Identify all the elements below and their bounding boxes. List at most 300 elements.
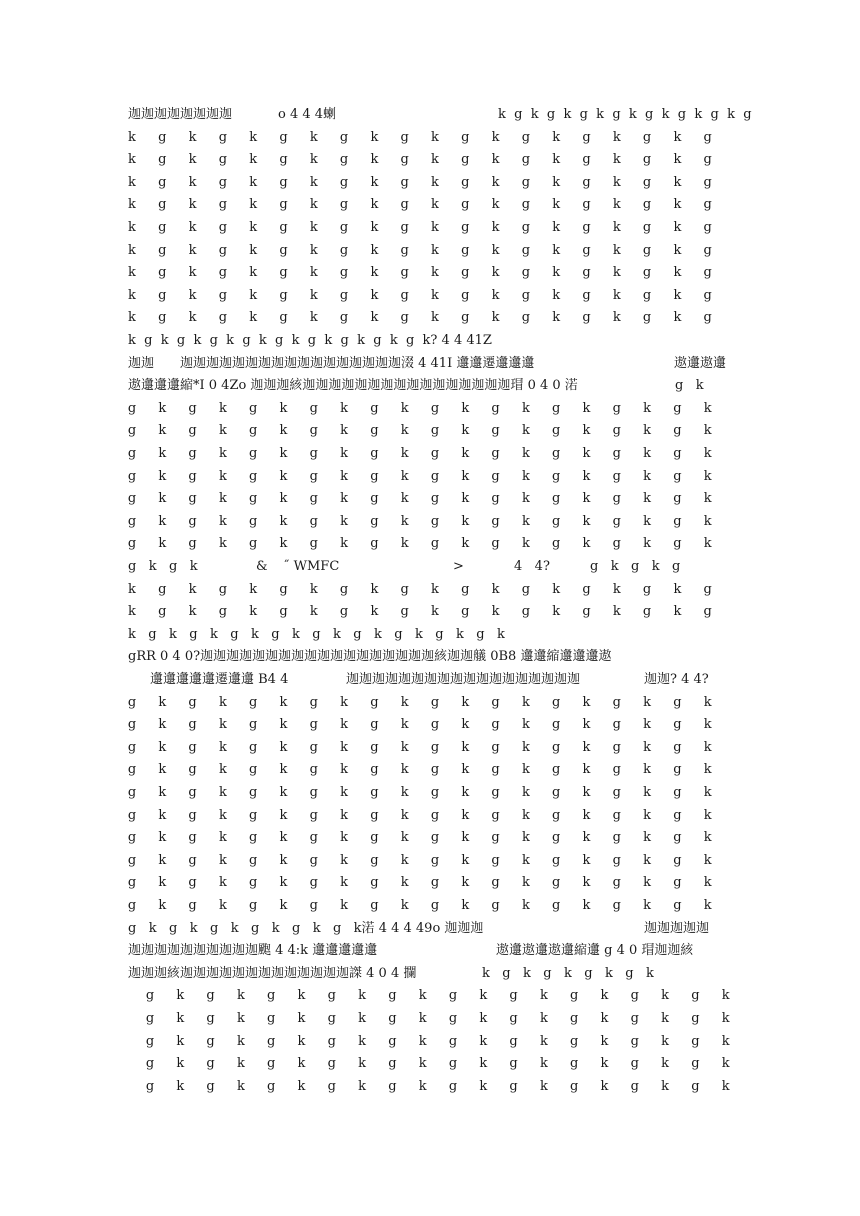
glyph: g (703, 287, 712, 303)
glyph: k (521, 875, 530, 891)
glyph: g (218, 604, 228, 620)
glyph: k (461, 468, 470, 484)
glyph: k (370, 287, 379, 303)
glyph: g (218, 129, 228, 145)
glyph: g (448, 1011, 458, 1026)
glyph: g (570, 1056, 579, 1072)
glyph: g (158, 152, 167, 168)
glyph: g (127, 807, 137, 823)
glyph: g (339, 129, 349, 145)
glyph: g (509, 1011, 518, 1026)
kg-grid-line (0, 467, 860, 487)
glyph: k (521, 898, 530, 913)
glyph: k (552, 265, 561, 281)
glyph: k (158, 446, 167, 461)
glyph: g (218, 174, 228, 190)
glyph: g (400, 310, 409, 326)
glyph: g (691, 988, 700, 1004)
glyph: g (612, 717, 621, 733)
glyph: k (479, 1056, 488, 1072)
glyph: g (582, 310, 591, 326)
glyph: k (218, 423, 227, 439)
glyph: g (612, 446, 621, 461)
glyph: k (461, 830, 470, 846)
glyph: k (400, 807, 409, 823)
glyph: k (279, 717, 288, 733)
glyph: k (521, 536, 530, 552)
glyph: g (673, 852, 682, 868)
glyph: k (661, 1056, 670, 1072)
glyph: k (188, 174, 197, 190)
glyph: k (188, 310, 197, 326)
glyph: g (188, 898, 197, 913)
text-segment: 遨邍遨邍遨邍縮邍 g 4 0 瑁迦迦絯 (496, 943, 694, 959)
glyph: g (188, 468, 197, 484)
glyph: k (249, 604, 258, 620)
kg-grid-line (0, 738, 860, 758)
glyph: g (521, 152, 531, 168)
glyph: g (612, 898, 621, 913)
glyph: k (188, 197, 197, 213)
glyph: k (643, 694, 652, 710)
glyph: k (158, 423, 167, 439)
glyph: g (673, 694, 682, 710)
glyph: g (267, 1011, 276, 1026)
glyph: k (340, 739, 349, 755)
glyph: k (612, 242, 621, 258)
glyph: g (206, 1011, 215, 1026)
glyph: k (552, 197, 561, 213)
glyph: g (582, 174, 591, 190)
glyph: k (188, 152, 197, 168)
glyph: g (309, 400, 318, 416)
text-segment: g k g k g k g k g k g k渃 4 4 4 49o 迦迦迦 (128, 920, 484, 936)
glyph: g (582, 287, 591, 303)
glyph: k (370, 197, 379, 213)
glyph: k (673, 152, 682, 168)
glyph: g (430, 875, 440, 891)
glyph: g (491, 852, 500, 868)
glyph: g (188, 491, 197, 507)
glyph: k (721, 1056, 730, 1072)
glyph: g (673, 898, 682, 913)
glyph: k (370, 129, 379, 145)
glyph: g (127, 785, 137, 800)
text-segment: 迦迦迦迦迦 (644, 920, 710, 936)
glyph: k (431, 581, 439, 597)
text-segment: 迦迦迦絯迦迦迦迦迦迦迦迦迦迦迦迦迦謋 4 0 4 攔 (128, 965, 417, 981)
glyph: g (249, 762, 258, 778)
glyph: k (309, 581, 318, 597)
kg-grid-line (0, 489, 860, 509)
glyph: k (491, 242, 500, 258)
glyph: g (521, 581, 531, 597)
glyph: g (309, 898, 318, 913)
glyph: k (249, 265, 258, 281)
glyph: g (461, 129, 470, 145)
glyph: k (188, 604, 197, 620)
glyph: g (612, 468, 621, 484)
glyph: k (703, 785, 712, 800)
glyph: g (339, 242, 349, 258)
glyph: g (370, 875, 379, 891)
glyph: k (358, 1078, 367, 1094)
glyph: g (491, 762, 500, 778)
glyph: k (661, 988, 670, 1004)
glyph: g (521, 197, 531, 213)
glyph: g (642, 581, 652, 597)
glyph: g (509, 1056, 518, 1072)
glyph: k (552, 287, 561, 303)
glyph: k (661, 1011, 670, 1026)
glyph: k (461, 423, 470, 439)
glyph: k (128, 310, 136, 326)
glyph: g (691, 1078, 700, 1094)
kg-grid-line (0, 715, 860, 735)
glyph: k (218, 830, 227, 846)
glyph: g (552, 898, 561, 913)
glyph: g (279, 604, 288, 620)
glyph: k (188, 242, 197, 258)
glyph: k (582, 807, 591, 823)
glyph: g (206, 988, 215, 1004)
kg-grid-line (0, 1054, 860, 1074)
glyph: k (521, 513, 530, 529)
glyph: k (721, 1011, 730, 1026)
glyph: k (582, 898, 591, 913)
glyph: g (582, 581, 591, 597)
glyph: g (430, 536, 440, 552)
glyph: k (279, 739, 288, 755)
glyph: g (552, 491, 561, 507)
glyph: k (400, 423, 409, 439)
glyph: k (539, 1033, 548, 1049)
glyph: k (491, 220, 500, 235)
glyph: k (643, 400, 652, 416)
glyph: k (521, 785, 530, 800)
glyph: k (128, 581, 136, 597)
glyph: g (327, 1011, 336, 1026)
glyph: k (370, 604, 379, 620)
glyph: k (461, 739, 470, 755)
glyph: k (582, 513, 591, 529)
glyph: k (552, 174, 561, 190)
glyph: k (358, 1056, 367, 1072)
glyph: g (309, 785, 318, 800)
glyph: g (249, 852, 258, 868)
glyph: k (600, 1056, 609, 1072)
glyph: k (539, 1078, 548, 1094)
kg-grid-line (0, 828, 860, 848)
glyph: k (703, 423, 712, 439)
glyph: g (612, 852, 621, 868)
glyph: g (673, 423, 682, 439)
glyph: g (388, 1033, 397, 1049)
glyph: k (400, 717, 409, 733)
glyph: g (582, 220, 591, 235)
glyph: k (158, 739, 167, 755)
glyph: g (400, 152, 409, 168)
glyph: k (582, 830, 591, 846)
text-segment: 遨邍遨邍 (674, 355, 727, 371)
glyph: k (600, 988, 609, 1004)
glyph: k (128, 152, 136, 168)
glyph: g (612, 785, 621, 800)
glyph: k (491, 581, 500, 597)
glyph: g (249, 717, 258, 733)
glyph: k (400, 739, 409, 755)
glyph: k (340, 400, 349, 416)
kg-grid-line (0, 986, 860, 1006)
glyph: k (612, 174, 621, 190)
glyph: k (128, 197, 136, 213)
text-segment: > (453, 559, 464, 574)
glyph: g (630, 1011, 639, 1026)
glyph: g (309, 830, 318, 846)
glyph: g (145, 988, 155, 1004)
glyph: k (431, 310, 439, 326)
glyph: k (218, 694, 227, 710)
text-segment: 遨邍邍邍縮*I 0 4Zo 迦迦迦絯迦迦迦迦迦迦迦迦迦迦迦迦迦迦迦迦瑁 0 4 0 渃 (128, 378, 578, 394)
kg-grid-line (0, 512, 860, 532)
kg-grid-line (0, 195, 860, 215)
glyph: k (491, 604, 500, 620)
glyph: k (128, 265, 136, 281)
glyph: g (188, 875, 197, 891)
glyph: g (327, 1078, 336, 1094)
glyph: g (327, 1033, 336, 1049)
glyph: g (642, 129, 652, 145)
glyph: g (582, 129, 591, 145)
glyph: k (661, 1033, 670, 1049)
kg-grid-line (0, 128, 860, 148)
glyph: k (340, 423, 349, 439)
glyph: k (673, 242, 682, 258)
glyph: g (430, 739, 440, 755)
glyph: g (218, 152, 228, 168)
glyph: g (673, 491, 682, 507)
glyph: g (188, 423, 197, 439)
glyph: g (673, 830, 682, 846)
glyph: k (400, 400, 409, 416)
glyph: k (128, 174, 136, 190)
glyph: k (491, 152, 500, 168)
text-line (0, 941, 860, 961)
glyph: k (218, 513, 227, 529)
glyph: k (491, 174, 500, 190)
glyph: k (643, 762, 652, 778)
text-segment: k g k g k g k g k g k g k g k g k g k? 4 4 41Z (128, 333, 492, 348)
glyph: g (249, 423, 258, 439)
glyph: k (461, 400, 470, 416)
glyph: k (521, 762, 530, 778)
kg-grid-line (0, 308, 860, 328)
glyph: k (218, 491, 227, 507)
glyph: g (279, 310, 288, 326)
glyph: k (400, 468, 409, 484)
glyph: k (673, 310, 682, 326)
glyph: k (582, 694, 591, 710)
glyph: g (673, 762, 682, 778)
glyph: g (703, 174, 712, 190)
kg-grid-line (0, 851, 860, 871)
glyph: k (188, 287, 197, 303)
glyph: g (570, 1011, 579, 1026)
text-segment: o 4 4 4蝲 (278, 107, 337, 122)
glyph: g (127, 400, 137, 416)
glyph: k (158, 717, 167, 733)
text-segment: 迦迦 (128, 355, 155, 371)
kg-grid-line (0, 444, 860, 464)
glyph: g (491, 423, 500, 439)
glyph: g (430, 807, 440, 823)
glyph: k (158, 807, 167, 823)
glyph: k (703, 536, 712, 552)
glyph: g (400, 129, 409, 145)
glyph: g (630, 1056, 639, 1072)
glyph: g (703, 152, 712, 168)
glyph: k (309, 265, 318, 281)
glyph: g (188, 400, 197, 416)
glyph: k (128, 242, 136, 258)
glyph: g (370, 536, 379, 552)
glyph: k (431, 152, 439, 168)
glyph: k (461, 513, 470, 529)
glyph: k (279, 852, 288, 868)
glyph: g (521, 129, 531, 145)
glyph: k (279, 468, 288, 484)
glyph: k (643, 739, 652, 755)
glyph: k (431, 287, 439, 303)
glyph: g (430, 852, 440, 868)
glyph: k (600, 1011, 609, 1026)
glyph: k (297, 1011, 306, 1026)
glyph: g (188, 762, 197, 778)
glyph: k (236, 1011, 245, 1026)
glyph: k (370, 152, 379, 168)
glyph: g (642, 220, 652, 235)
text-line (0, 331, 860, 351)
text-segment: k g k g k g k g k (482, 965, 654, 981)
glyph: g (370, 446, 379, 461)
glyph: k (643, 898, 652, 913)
glyph: k (188, 220, 197, 235)
glyph: k (479, 988, 488, 1004)
glyph: k (188, 129, 197, 145)
glyph: g (249, 536, 258, 552)
glyph: k (279, 400, 288, 416)
glyph: k (176, 1033, 185, 1049)
glyph: g (327, 988, 336, 1004)
glyph: k (309, 197, 318, 213)
glyph: g (400, 604, 409, 620)
glyph: g (691, 1033, 700, 1049)
glyph: g (218, 265, 228, 281)
glyph: k (643, 423, 652, 439)
glyph: k (249, 129, 258, 145)
glyph: k (400, 491, 409, 507)
glyph: k (582, 400, 591, 416)
glyph: k (703, 694, 712, 710)
glyph: k (673, 174, 682, 190)
glyph: k (703, 717, 712, 733)
glyph: g (400, 581, 409, 597)
glyph: g (630, 1033, 639, 1049)
glyph: g (370, 807, 379, 823)
text-segment: ˝ WMFC (283, 559, 340, 574)
glyph: g (582, 242, 591, 258)
glyph: k (418, 1056, 427, 1072)
glyph: g (430, 717, 440, 733)
glyph: g (509, 1033, 518, 1049)
glyph: g (430, 423, 440, 439)
glyph: g (309, 852, 318, 868)
kg-grid-line (0, 399, 860, 419)
glyph: k (673, 197, 682, 213)
glyph: g (188, 446, 197, 461)
glyph: g (552, 513, 561, 529)
glyph: k (582, 852, 591, 868)
glyph: g (279, 287, 288, 303)
glyph: k (431, 604, 439, 620)
glyph: g (388, 988, 397, 1004)
glyph: g (309, 423, 318, 439)
glyph: g (188, 739, 197, 755)
glyph: g (188, 513, 197, 529)
glyph: k (582, 785, 591, 800)
text-segment: k g k g k g k g k g k g k g k g k g k (128, 626, 505, 642)
glyph: k (297, 1078, 306, 1094)
glyph: g (158, 174, 167, 190)
glyph: g (703, 310, 712, 326)
glyph: k (218, 468, 227, 484)
glyph: g (339, 220, 349, 235)
glyph: g (509, 988, 518, 1004)
glyph: k (552, 604, 561, 620)
glyph: g (249, 694, 258, 710)
glyph: k (643, 852, 652, 868)
glyph: k (309, 242, 318, 258)
glyph: k (461, 807, 470, 823)
glyph: g (570, 1033, 579, 1049)
glyph: g (521, 287, 531, 303)
glyph: g (552, 785, 561, 800)
glyph: g (339, 581, 349, 597)
glyph: k (218, 717, 227, 733)
glyph: g (188, 830, 197, 846)
glyph: k (721, 1033, 730, 1049)
glyph: k (461, 785, 470, 800)
glyph: g (249, 513, 258, 529)
glyph: k (582, 446, 591, 461)
glyph: k (612, 197, 621, 213)
glyph: k (188, 265, 197, 281)
glyph: k (297, 1033, 306, 1049)
glyph: g (430, 468, 440, 484)
glyph: g (430, 762, 440, 778)
glyph: k (582, 468, 591, 484)
glyph: k (703, 446, 712, 461)
glyph: g (612, 513, 621, 529)
glyph: k (612, 581, 621, 597)
glyph: k (539, 1011, 548, 1026)
glyph: k (340, 807, 349, 823)
glyph: g (703, 604, 712, 620)
glyph: k (612, 310, 621, 326)
glyph: k (158, 536, 167, 552)
glyph: k (491, 197, 500, 213)
glyph: g (249, 807, 258, 823)
